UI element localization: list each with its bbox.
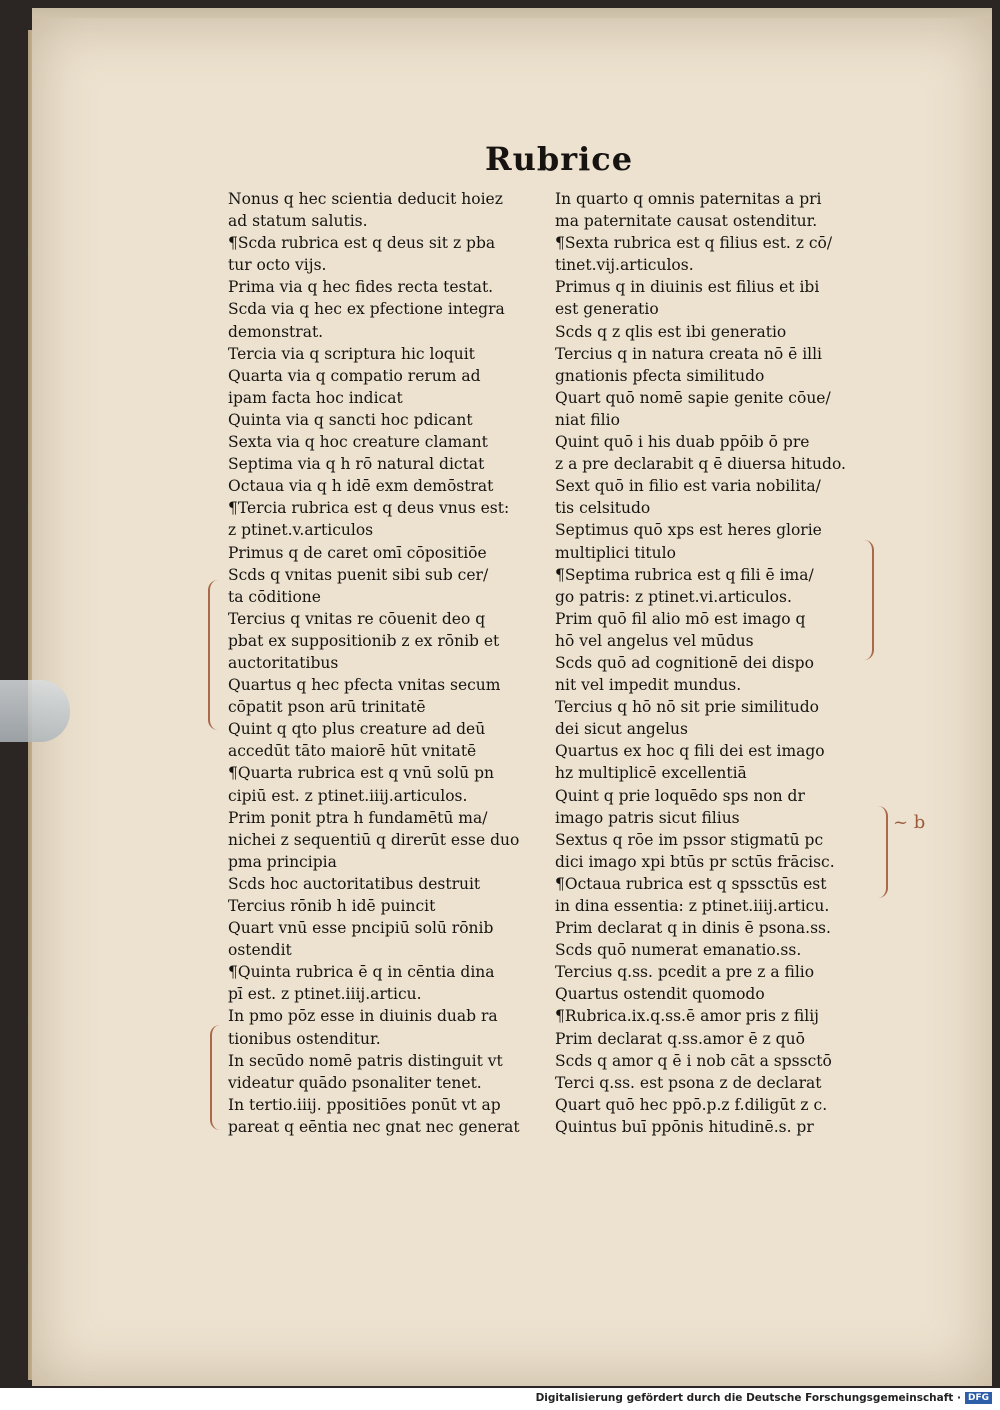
left-column-line: Primus q de caret omī cōpositiōe xyxy=(228,543,487,562)
right-column-line: in dina essentia: z ptinet.iiij.articu. xyxy=(555,897,830,915)
right-column-line: Tercius q in natura creata nō ē illi xyxy=(555,344,823,363)
left-column-line: accedūt tāto maiorē hūt vnitatē xyxy=(228,742,477,761)
right-column-line: Prim declarat q in dinis ē psona.ss. xyxy=(555,919,831,938)
left-column-line: Nonus q hec scientia deducit hoiez xyxy=(228,190,503,208)
left-column-line: Quarta via q compatio rerum ad xyxy=(228,366,481,385)
margin-scribble-mark: ~ b xyxy=(893,812,926,833)
left-column-line: Scds hoc auctoritatibus destruit xyxy=(228,874,481,893)
right-column-line: Scds quō ad cognitionē dei dispo xyxy=(555,653,814,672)
left-column-line: ostendit xyxy=(228,941,292,960)
right-column-line: Terci q.ss. est psona z de declarat xyxy=(555,1073,822,1092)
left-column-line: Tercia via q scriptura hic loquit xyxy=(228,344,475,363)
right-column-line: Prim quō fil alio mō est imago q xyxy=(555,609,806,628)
right-column-line: In quarto q omnis paternitas a pri xyxy=(555,190,822,208)
left-column-line: Sexta via q hoc creature clamant xyxy=(228,433,488,452)
left-column-line: ta cōditione xyxy=(228,587,321,606)
right-column-line: niat filio xyxy=(555,410,620,429)
right-column-line: Prim declarat q.ss.amor ē z quō xyxy=(555,1029,805,1048)
footer-credit xyxy=(536,1392,992,1404)
right-column-line: Scds quō numerat emanatio.ss. xyxy=(555,941,802,960)
left-column-line: videatur quādo psonaliter tenet. xyxy=(228,1073,482,1092)
dfg-logo: DFG xyxy=(965,1392,992,1404)
right-column-line: Quartus ostendit quomodo xyxy=(555,985,765,1004)
right-column-line: Quint quō i his duab ppōib ō pre xyxy=(555,433,810,452)
left-column-line: cōpatit pson arū trinitatē xyxy=(228,698,426,717)
footer-credit-text: Digitalisierung gefördert durch die Deutsche Forschungsgemeinschaft · xyxy=(535,1392,961,1404)
right-column-line: ¶Rubrica.ix.q.ss.ē amor pris z filij xyxy=(555,1007,819,1026)
margin-bracket-left-2 xyxy=(210,1025,222,1130)
left-text-column xyxy=(228,188,538,1138)
left-column-line: auctoritatibus xyxy=(228,653,339,672)
left-column-line: Prima via q hec fides recta testat. xyxy=(228,278,494,297)
right-column-line: Quart quō hec ppō.p.z f.diligūt z c. xyxy=(555,1095,828,1114)
margin-bracket-right-1 xyxy=(858,540,874,660)
right-column-line: Quartus ex hoc q fili dei est imago xyxy=(555,742,825,761)
left-column-line: z ptinet.v.articulos xyxy=(228,521,374,540)
margin-bracket-left-1 xyxy=(208,580,220,730)
left-column-line: ¶Scda rubrica est q deus sit z pba xyxy=(228,234,496,253)
left-column-line: Tercius rōnib h idē puincit xyxy=(228,897,436,915)
right-column-line: tis celsitudo xyxy=(555,499,651,518)
right-column-line: tinet.vij.articulos. xyxy=(555,256,694,275)
left-column-line: Quinta via q sancti hoc pdicant xyxy=(228,410,473,429)
left-column-line: ¶Tercia rubrica est q deus vnus est: xyxy=(228,499,510,518)
right-column-line: Quintus buī ppōnis hitudinē.s. pr xyxy=(555,1117,814,1136)
left-column-line: Quartus q hec pfecta vnitas secum xyxy=(228,676,501,695)
right-column-line: nit vel impedit mundus. xyxy=(555,676,742,695)
left-column-line: demonstrat. xyxy=(228,322,324,341)
left-column-line: ad statum salutis. xyxy=(228,212,368,231)
right-column-line: Septimus quō xps est heres glorie xyxy=(555,521,822,540)
left-column-line: Octaua via q h idē exm demōstrat xyxy=(228,477,494,496)
right-column-line: go patris: z ptinet.vi.articulos. xyxy=(555,587,792,606)
right-column-line: Quint q prie loquēdo sps non dr xyxy=(555,786,805,805)
right-column-line: Sext quō in filio est varia nobilita/ xyxy=(555,477,821,496)
left-column-line: Quint q qto plus creature ad deū xyxy=(228,720,486,739)
left-column-line: pma principia xyxy=(228,852,337,871)
right-column-line: dici imago xpi btūs pr sctūs frācisc. xyxy=(555,852,835,871)
page-clip xyxy=(0,680,70,742)
left-column-line: ipam facta hoc indicat xyxy=(228,388,403,407)
left-column-line: tionibus ostenditur. xyxy=(228,1029,381,1048)
right-column-line: ma paternitate causat ostenditur. xyxy=(555,212,818,231)
right-column-line: Scds q amor q ē i nob cāt a spssctō xyxy=(555,1051,832,1070)
right-column-line: z a pre declarabit q ē diuersa hitudo. xyxy=(555,455,846,474)
right-column-line: multiplici titulo xyxy=(555,543,676,562)
right-column-line: Quart quō nomē sapie genite cōue/ xyxy=(555,388,831,407)
right-column-line: Tercius q.ss. pcedit a pre z a filio xyxy=(555,963,815,982)
right-column-line: Tercius q hō nō sit prie similitudo xyxy=(555,698,819,717)
right-column-line: ¶Sexta rubrica est q filius est. z cō/ xyxy=(555,234,833,253)
right-text-column xyxy=(555,188,875,1138)
margin-bracket-right-2 xyxy=(872,806,888,898)
left-column-line: In secūdo nomē patris distinguit vt xyxy=(228,1051,503,1070)
left-column-line: nichei z sequentiū q direrūt esse duo xyxy=(228,830,520,849)
right-column-line: Scds q z qlis est ibi generatio xyxy=(555,322,787,341)
left-column-line: In tertio.iiij. ppositiōes ponūt vt ap xyxy=(228,1095,501,1114)
left-column-line: pareat q eēntia nec gnat nec generat xyxy=(228,1117,520,1136)
page-title: Rubrice xyxy=(485,140,634,178)
right-column-line: imago patris sicut filius xyxy=(555,808,740,827)
left-column-line: Septima via q h rō natural dictat xyxy=(228,455,485,474)
left-column-line: ¶Quarta rubrica est q vnū solū pn xyxy=(228,764,494,783)
left-column-line: ¶Quinta rubrica ē q in cēntia dina xyxy=(228,963,495,982)
left-column-line: cipiū est. z ptinet.iiij.articulos. xyxy=(228,786,468,805)
left-column-line: Quart vnū esse pncipiū solū rōnib xyxy=(228,919,494,938)
right-column-line: ¶Septima rubrica est q fili ē ima/ xyxy=(555,565,814,584)
right-column-line: Primus q in diuinis est filius et ibi xyxy=(555,278,820,297)
left-column-line: Scda via q hec ex pfectione integra xyxy=(228,300,505,319)
left-column-line: tur octo vijs. xyxy=(228,256,327,275)
right-column-line: hz multiplicē excellentiā xyxy=(555,764,747,783)
right-column-line: Sextus q rōe im pssor stigmatū pc xyxy=(555,830,824,849)
left-column-line: pbat ex suppositionib z ex rōnib et xyxy=(228,631,500,650)
left-column-line: Tercius q vnitas re cōuenit deo q xyxy=(228,609,486,628)
right-column-line: dei sicut angelus xyxy=(555,720,688,739)
right-column-line: gnationis pfecta similitudo xyxy=(555,366,765,385)
left-column-line: Scds q vnitas puenit sibi sub cer/ xyxy=(228,565,489,584)
right-column-line: hō vel angelus vel mūdus xyxy=(555,631,754,650)
left-column-line: pī est. z ptinet.iiij.articu. xyxy=(228,985,422,1004)
left-column-line: In pmo pōz esse in diuinis duab ra xyxy=(228,1007,498,1026)
left-column-line: Prim ponit ptra h fundamētū ma/ xyxy=(228,808,488,827)
right-column-line: est generatio xyxy=(555,300,659,319)
right-column-line: ¶Octaua rubrica est q spssctūs est xyxy=(555,874,827,893)
